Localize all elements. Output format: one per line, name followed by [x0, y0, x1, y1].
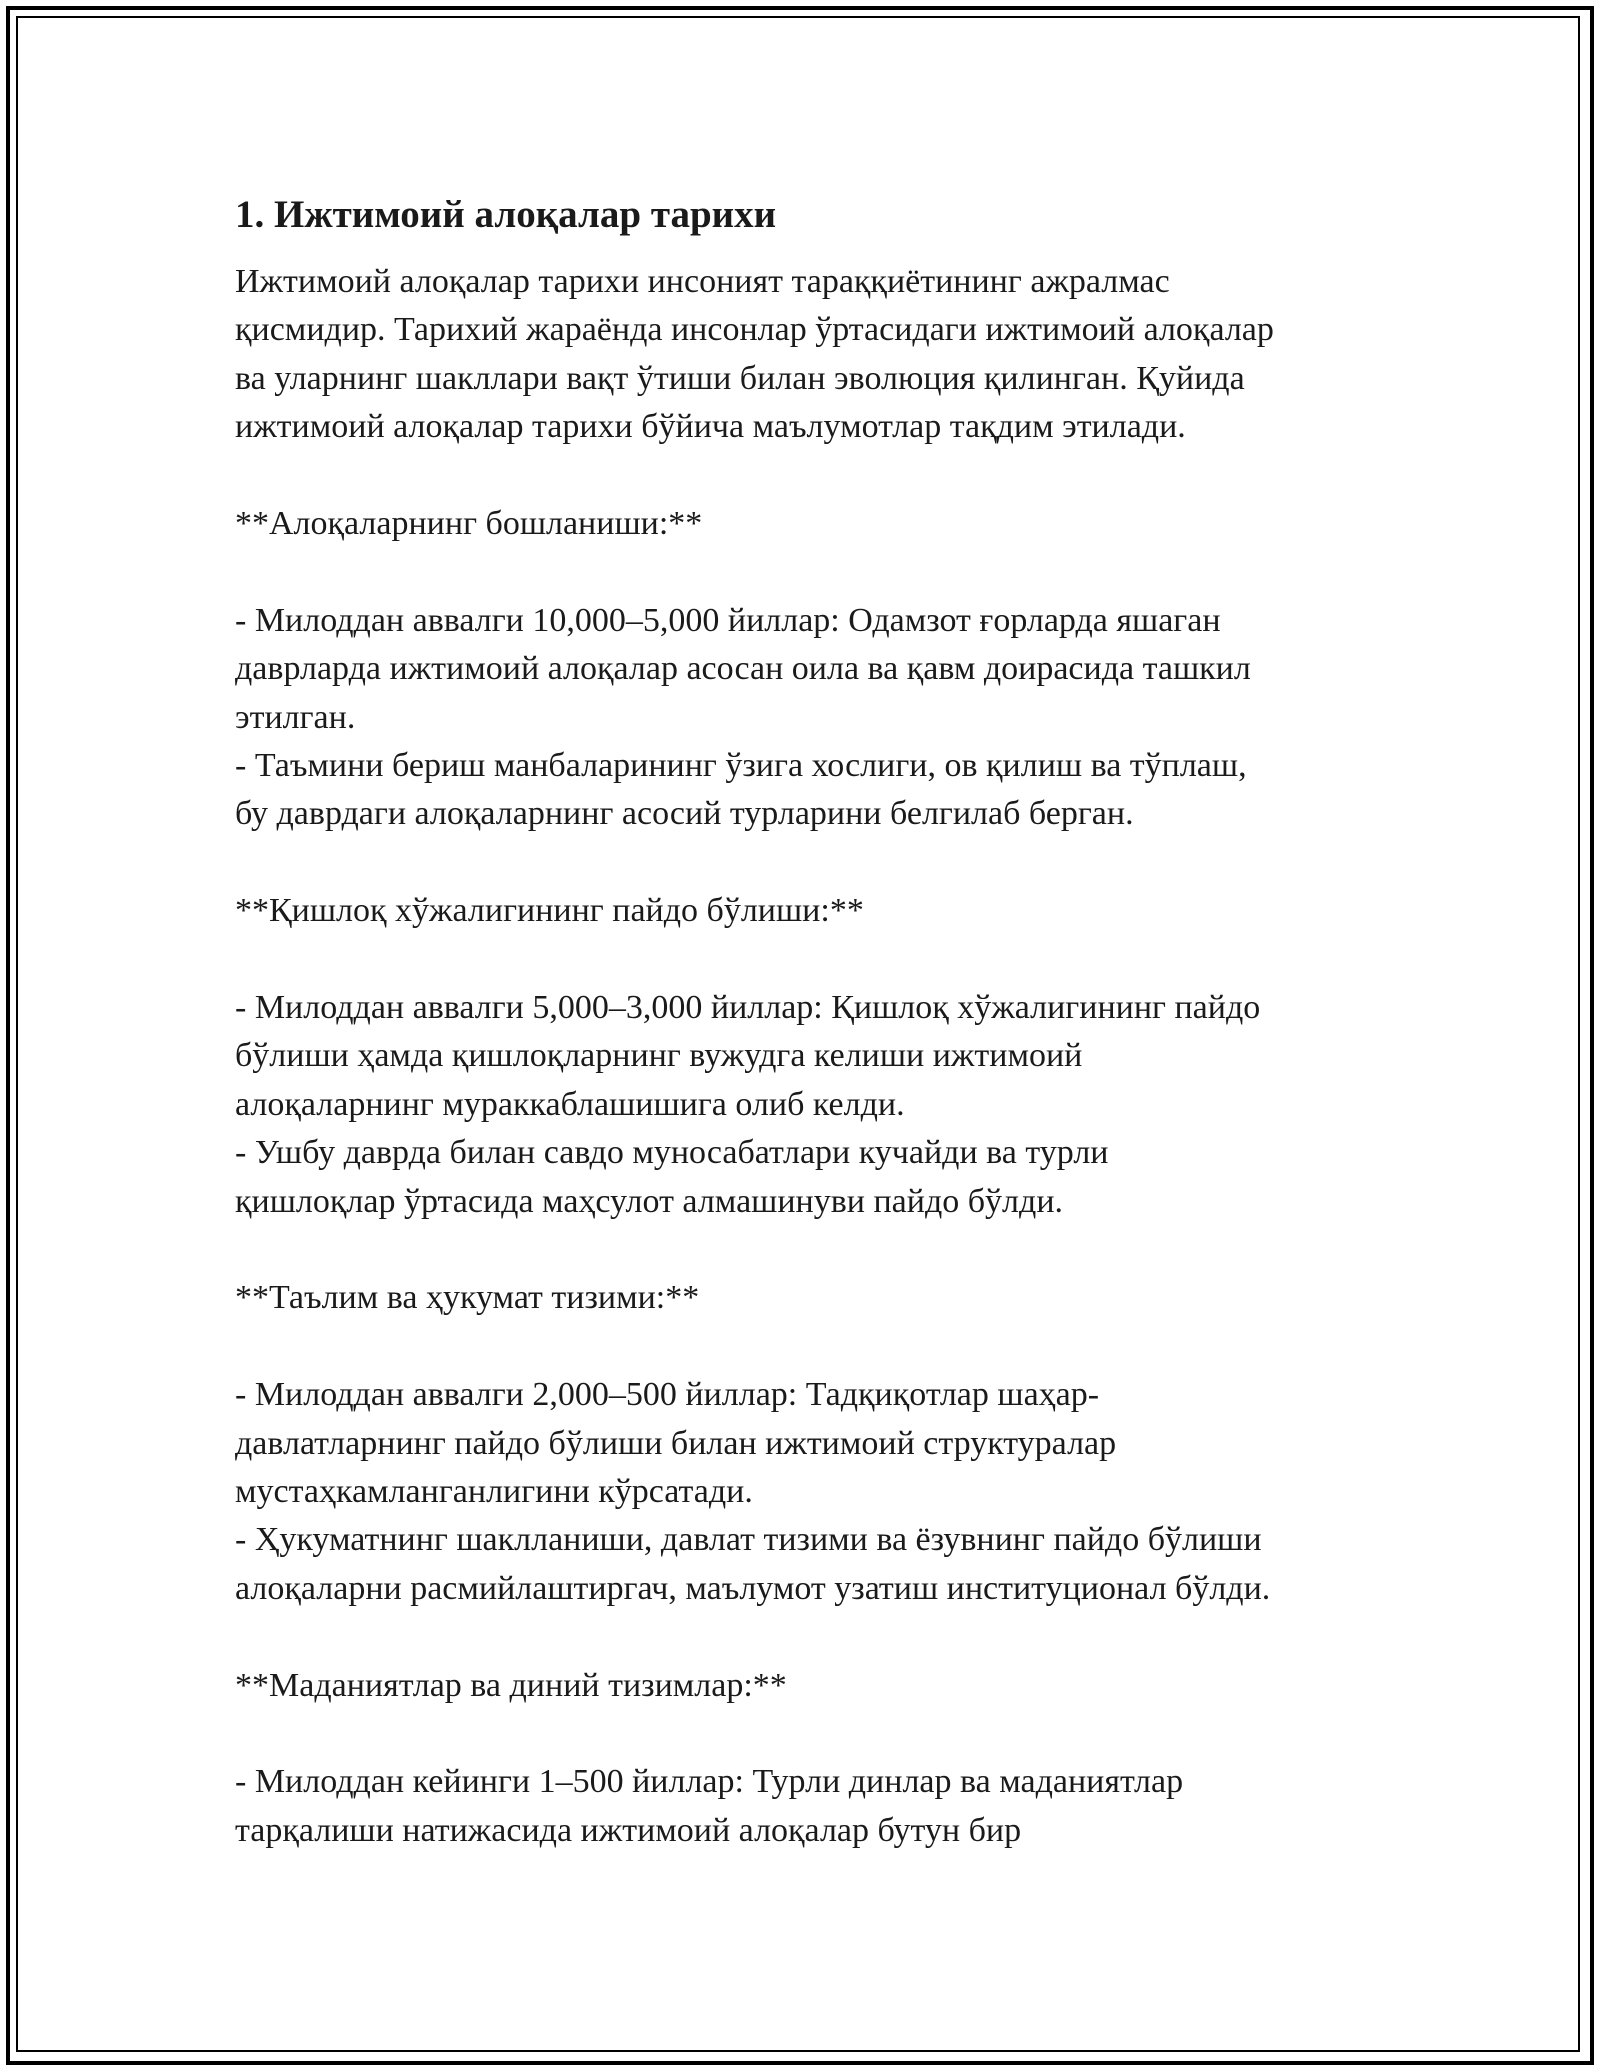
paragraph-spacer — [235, 548, 1365, 596]
text-line: - Ҳукуматнинг шаклланиши, давлат тизими ва ёзувнинг пайдо бўлиши — [235, 1521, 1262, 1559]
text-line: давлатларнинг пайдо бўлиши билан ижтимоий структуралар — [235, 1424, 1117, 1462]
text-line: мустаҳкамланганлигини кўрсатади. — [235, 1473, 753, 1511]
text-line: этилган. — [235, 698, 356, 736]
text-line: ижтимоий алоқалар тарихи бўйича маълумотлар тақдим этилади. — [235, 408, 1186, 446]
text-line: бўлиши ҳамда қишлоқларнинг вужудга келиши ижтимоий — [235, 1037, 1083, 1075]
section-heading: **Қишлоқ хўжалигининг пайдо бўлиши:** — [235, 892, 864, 930]
section-agriculture — [235, 887, 1365, 1226]
paragraph-spacer — [235, 1226, 1365, 1274]
document-page — [235, 190, 1365, 1855]
text-line: тарқалиши натижасида ижтимоий алоқалар бутун бир — [235, 1811, 1022, 1849]
text-line: - Милоддан аввалги 5,000–3,000 йиллар: Қишлоқ хўжалигининг пайдо — [235, 989, 1261, 1027]
text-line: алоқаларнинг мураккаблашишига олиб келди. — [235, 1085, 905, 1123]
text-line: қисмидир. Тарихий жараёнда инсонлар ўртасидаги ижтимоий алоқалар — [235, 311, 1274, 349]
paragraph-spacer — [235, 839, 1365, 887]
text-line: бу даврдаги алоқаларнинг асосий турларини белгилаб берган. — [235, 795, 1134, 833]
section-heading: **Алоқаларнинг бошланиши:** — [235, 505, 703, 543]
text-line: - Милоддан аввалги 10,000–5,000 йиллар: Одамзот ғорларда яшаган — [235, 601, 1221, 639]
text-line: - Милоддан аввалги 2,000–500 йиллар: Тадқиқотлар шаҳар- — [235, 1376, 1100, 1414]
text-line: қишлоқлар ўртасида маҳсулот алмашинуви пайдо бўлди. — [235, 1182, 1064, 1220]
section-heading: **Маданиятлар ва диний тизимлар:** — [235, 1666, 787, 1704]
section-heading: **Таълим ва ҳукумат тизими:** — [235, 1279, 700, 1317]
text-line: даврларда ижтимоий алоқалар асосан оила ва қавм доирасида ташкил — [235, 650, 1251, 688]
section-education-government — [235, 1274, 1365, 1613]
paragraph-spacer — [235, 1613, 1365, 1661]
text-line: - Милоддан кейинги 1–500 йиллар: Турли динлар ва маданиятлар — [235, 1763, 1184, 1801]
paragraph-spacer — [235, 1323, 1365, 1371]
text-line: алоқаларни расмийлаштиргач, маълумот узатиш институционал бўлди. — [235, 1569, 1271, 1607]
document-title: 1. Ижтимоий алоқалар тарихи — [235, 193, 777, 236]
paragraph-spacer — [235, 1710, 1365, 1758]
text-line: - Ушбу даврда билан савдо муносабатлари кучайди ва турли — [235, 1134, 1109, 1172]
paragraph-spacer — [235, 452, 1365, 500]
section-beginnings — [235, 500, 1365, 839]
text-line: - Таъмини бериш манбаларининг ўзига хослиги, ов қилиш ва тўплаш, — [235, 747, 1247, 785]
text-line: ва уларнинг шакллари вақт ўтиши билан эволюция қилинган. Қуйида — [235, 359, 1245, 397]
section-cultures-religions — [235, 1662, 1365, 1856]
text-line: Ижтимоий алоқалар тарихи инсоният тараққиётининг ажралмас — [235, 263, 1170, 300]
paragraph-spacer — [235, 936, 1365, 984]
intro-paragraph — [235, 258, 1365, 452]
